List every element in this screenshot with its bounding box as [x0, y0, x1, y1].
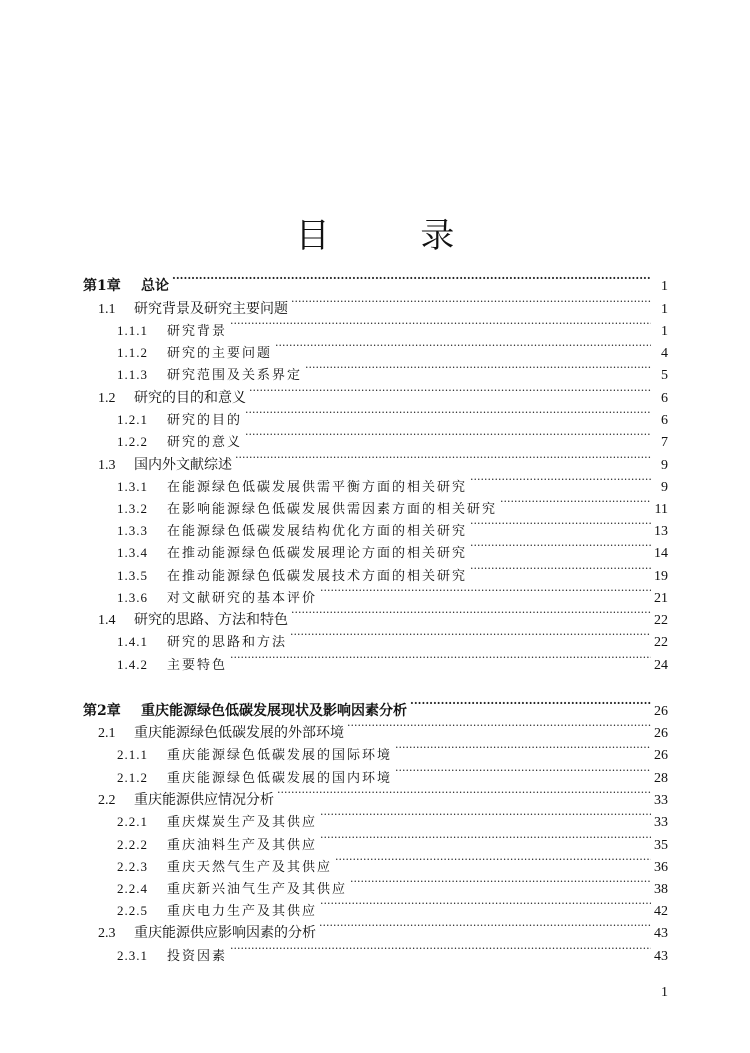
toc-entry-number: 1.1 [98, 302, 116, 317]
toc-entry-page: 22 [654, 635, 668, 650]
toc-entry[interactable] [83, 693, 668, 719]
toc-leader-dots [350, 871, 651, 893]
toc-entry-title: 重庆能源绿色低碳发展的外部环境 [134, 725, 344, 741]
toc-entry-number: 2.2.4 [117, 881, 148, 896]
toc-leader-dots [305, 357, 651, 379]
toc-leader-dots [291, 291, 651, 313]
toc-entry-title: 研究背景 [167, 324, 228, 339]
toc-entry-page: 6 [661, 413, 668, 428]
toc-entry[interactable] [117, 424, 668, 450]
toc-entry[interactable] [117, 737, 668, 763]
toc-entry[interactable] [117, 580, 668, 606]
toc-entry-number: 1.2 [98, 391, 116, 406]
toc-entry[interactable] [117, 335, 668, 361]
toc-entry-page: 24 [654, 658, 668, 673]
toc-entry-number: 第2章 [83, 703, 121, 719]
toc-entry-title: 在推动能源绿色低碳发展技术方面的相关研究 [167, 569, 468, 584]
toc-entry[interactable] [117, 624, 668, 650]
toc-entry-page: 11 [654, 502, 668, 517]
toc-leader-dots [500, 491, 651, 513]
toc-leader-dots [335, 849, 651, 871]
toc-entry-number: 2.1.1 [117, 747, 148, 762]
toc-entry-page: 43 [654, 949, 668, 964]
toc-entry-number: 1.2.2 [117, 434, 148, 449]
toc-entry-title: 在影响能源绿色低碳发展供需因素方面的相关研究 [167, 502, 498, 517]
toc-entry-page: 13 [654, 524, 668, 539]
toc-leader-dots [245, 424, 651, 446]
toc-entry-page: 6 [661, 391, 668, 406]
toc-entry-page: 21 [654, 591, 668, 606]
toc-entry-page: 38 [654, 882, 668, 897]
toc-leader-dots [320, 893, 651, 915]
toc-entry-page: 14 [654, 546, 668, 561]
toc-entry-title: 研究的目的 [167, 413, 243, 428]
toc-entry-number: 1.4 [98, 613, 116, 628]
toc-entry[interactable] [117, 558, 668, 584]
toc-entry[interactable] [98, 782, 668, 808]
toc-entry-page: 35 [654, 838, 668, 853]
toc-entry-page: 9 [661, 458, 668, 473]
toc-leader-dots [249, 380, 651, 402]
toc-entry-title: 研究范围及关系界定 [167, 368, 303, 383]
toc-entry-title: 重庆能源绿色低碳发展的国内环境 [167, 771, 393, 786]
toc-entry-title: 对文献研究的基本评价 [167, 591, 318, 606]
toc-entry[interactable] [117, 760, 668, 786]
toc-entry-number: 1.4.2 [117, 657, 148, 672]
toc-leader-dots [291, 602, 651, 624]
toc-entry-title: 研究的思路、方法和特色 [134, 612, 288, 628]
toc-entry-title: 国内外文献综述 [134, 457, 232, 473]
toc-leader-dots [319, 915, 651, 937]
toc-entry-number: 2.3.1 [117, 948, 148, 963]
toc-leader-dots [395, 737, 651, 759]
toc-leader-dots [395, 760, 651, 782]
toc-entry[interactable] [98, 291, 668, 317]
toc-entry-page: 33 [654, 793, 668, 808]
toc-entry-page: 26 [654, 748, 668, 763]
toc-entry-number: 2.2.3 [117, 859, 148, 874]
toc-leader-dots [230, 938, 651, 960]
toc-entry-title: 在能源绿色低碳发展供需平衡方面的相关研究 [167, 480, 468, 495]
toc-entry-page: 5 [661, 368, 668, 383]
toc-entry[interactable] [117, 469, 668, 495]
toc-entry-page: 7 [661, 435, 668, 450]
toc-entry-page: 1 [661, 324, 668, 339]
toc-entry-title: 重庆新兴油气生产及其供应 [167, 882, 348, 897]
toc-entry-number: 2.2 [98, 793, 116, 808]
toc-leader-dots [470, 469, 651, 491]
toc-entry[interactable] [83, 268, 668, 294]
toc-entry-page: 26 [654, 704, 668, 719]
toc-entry-number: 1.1.1 [117, 323, 148, 338]
toc-leader-dots [235, 447, 651, 469]
toc-entry-number: 2.2.1 [117, 814, 148, 829]
page-title: 目 录 [295, 215, 495, 256]
toc-leader-dots [320, 804, 651, 826]
toc-entry-title: 在推动能源绿色低碳发展理论方面的相关研究 [167, 546, 468, 561]
toc-entry-number: 2.2.2 [117, 837, 148, 852]
toc-entry-title: 重庆能源供应影响因素的分析 [134, 925, 316, 941]
toc-entry-number: 1.3.4 [117, 545, 148, 560]
toc-entry-number: 第1章 [83, 278, 121, 294]
toc-entry[interactable] [117, 357, 668, 383]
toc-entry[interactable] [117, 402, 668, 428]
toc-entry-number: 2.3 [98, 926, 116, 941]
toc-leader-dots [277, 782, 651, 804]
toc-entry[interactable] [117, 871, 668, 897]
toc-entry-title: 重庆油料生产及其供应 [167, 838, 318, 853]
toc-entry-number: 1.4.1 [117, 634, 148, 649]
page-number: 1 [661, 985, 668, 1000]
toc-entry-number: 1.3.2 [117, 501, 148, 516]
toc-entry-title: 研究的思路和方法 [167, 635, 288, 650]
toc-entry-title: 重庆天然气生产及其供应 [167, 860, 333, 875]
toc-leader-dots [410, 693, 651, 715]
toc-leader-dots [470, 513, 651, 535]
toc-entry-number: 1.3.1 [117, 479, 148, 494]
toc-leader-dots [230, 647, 651, 669]
toc-entry[interactable] [117, 535, 668, 561]
toc-entry-number: 1.3 [98, 458, 116, 473]
toc-entry[interactable] [98, 447, 668, 473]
toc-entry-title: 在能源绿色低碳发展结构优化方面的相关研究 [167, 524, 468, 539]
toc-entry-page: 1 [661, 279, 668, 294]
toc-leader-dots [275, 335, 651, 357]
toc-leader-dots [230, 313, 651, 335]
toc-entry-title: 研究的主要问题 [167, 346, 273, 361]
toc-entry[interactable] [117, 647, 668, 673]
toc-leader-dots [470, 558, 651, 580]
toc-leader-dots [172, 268, 651, 290]
toc-entry-page: 4 [661, 346, 668, 361]
toc-entry-page: 26 [654, 726, 668, 741]
toc-leader-dots [347, 715, 651, 737]
toc-entry-number: 2.1.2 [117, 770, 148, 785]
toc-entry-title: 重庆能源供应情况分析 [134, 792, 274, 808]
toc-entry-number: 1.3.5 [117, 568, 148, 583]
toc-entry[interactable] [117, 827, 668, 853]
toc-entry-page: 28 [654, 771, 668, 786]
toc-entry-number: 1.1.3 [117, 367, 148, 382]
toc-entry-title: 研究的目的和意义 [134, 390, 246, 406]
toc-entry-number: 1.2.1 [117, 412, 148, 427]
toc-entry[interactable] [117, 849, 668, 875]
toc-entry-title: 总论 [141, 278, 169, 294]
toc-entry[interactable] [117, 491, 668, 517]
toc-entry-page: 36 [654, 860, 668, 875]
toc-entry-page: 42 [654, 904, 668, 919]
toc-entry-title: 研究背景及研究主要问题 [134, 301, 288, 317]
toc-entry[interactable] [98, 715, 668, 741]
toc-entry-number: 2.2.5 [117, 903, 148, 918]
toc-entry[interactable] [98, 915, 668, 941]
toc-entry[interactable] [117, 893, 668, 919]
toc-entry[interactable] [117, 513, 668, 539]
toc-entry-number: 2.1 [98, 726, 116, 741]
toc-entry[interactable] [117, 804, 668, 830]
toc-entry-page: 33 [654, 815, 668, 830]
toc-entry[interactable] [98, 602, 668, 628]
toc-entry-title: 投资因素 [167, 949, 228, 964]
toc-entry-title: 重庆能源绿色低碳发展的国际环境 [167, 748, 393, 763]
toc-entry[interactable] [98, 380, 668, 406]
toc-entry[interactable] [117, 313, 668, 339]
toc-entry-title: 重庆能源绿色低碳发展现状及影响因素分析 [141, 703, 407, 719]
toc-leader-dots [320, 827, 651, 849]
toc-entry-number: 1.3.6 [117, 590, 148, 605]
toc-entry-title: 重庆电力生产及其供应 [167, 904, 318, 919]
toc-leader-dots [320, 580, 651, 602]
toc-entry-page: 22 [654, 613, 668, 628]
toc-entry-page: 1 [661, 302, 668, 317]
toc-leader-dots [470, 535, 651, 557]
toc-leader-dots [290, 624, 651, 646]
toc-entry-page: 19 [654, 569, 668, 584]
toc-entry[interactable] [117, 938, 668, 964]
toc-entry-page: 9 [661, 480, 668, 495]
toc-entry-title: 重庆煤炭生产及其供应 [167, 815, 318, 830]
toc-entry-page: 43 [654, 926, 668, 941]
toc-entry-number: 1.3.3 [117, 523, 148, 538]
toc-entry-title: 主要特色 [167, 658, 228, 673]
toc-entry-title: 研究的意义 [167, 435, 243, 450]
toc-leader-dots [245, 402, 651, 424]
toc-entry-number: 1.1.2 [117, 345, 148, 360]
